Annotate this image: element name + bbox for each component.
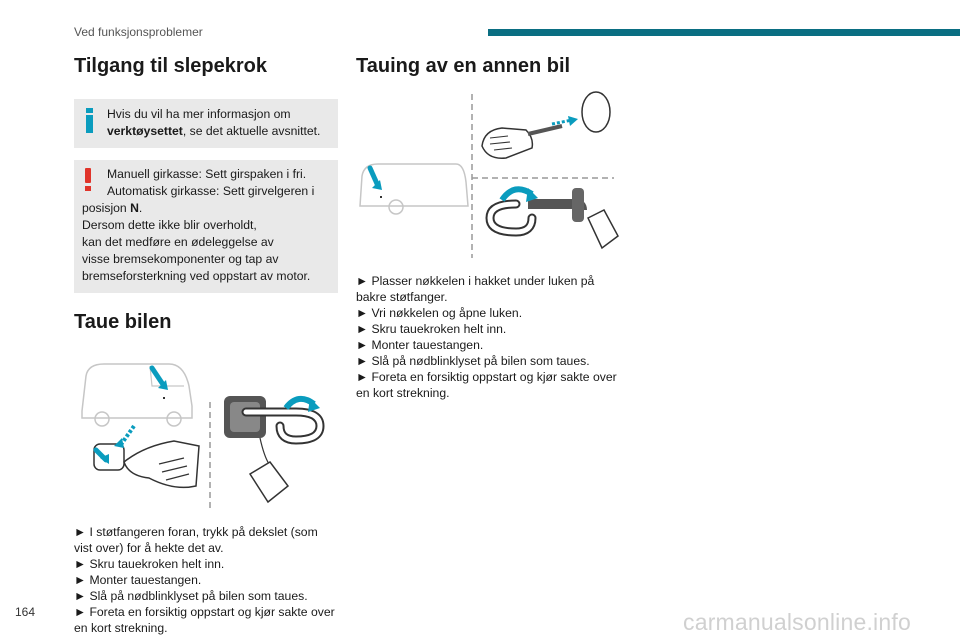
step-line: bakre støtfanger. (356, 290, 448, 304)
warning-line4: Dersom dette ikke blir overholdt, (82, 218, 257, 232)
warning-line2: Automatisk girkasse: Sett girvelgeren i (107, 184, 315, 198)
step-line: vist over) for å hekte det av. (74, 541, 224, 555)
warning-line5: kan det medføre en ødeleggelse av (82, 235, 274, 249)
step-line: ► I støtfangeren foran, trykk på dekslet (som (74, 525, 318, 539)
step-line: ► Vri nøkkelen og åpne luken. (356, 306, 523, 320)
heading-tauing-annen-bil: Tauing av en annen bil (356, 55, 571, 77)
warning-line3a: posisjon (82, 201, 131, 215)
left-column (74, 55, 338, 636)
warning-line3b: N (130, 201, 139, 215)
front-towing-illustration (74, 346, 334, 516)
step-line: ► Foreta en forsiktig oppstart og kjør sakte over (356, 370, 617, 384)
step-line: ► Monter tauestangen. (74, 573, 202, 587)
running-header: Ved funksjonsproblemer (74, 25, 203, 39)
step-line: ► Slå på nødblinklyset på bilen som taues. (74, 589, 308, 603)
step-line: ► Skru tauekroken helt inn. (74, 557, 225, 571)
warning-line1: Manuell girkasse: Sett girspaken i fri. (107, 167, 307, 181)
step-line: en kort strekning. (356, 386, 450, 400)
step-line: ► Foreta en forsiktig oppstart og kjør sakte over (74, 605, 335, 619)
step-line: ► Monter tauestangen. (356, 338, 484, 352)
warning-line3c: . (138, 201, 143, 215)
info-rest: , se det aktuelle avsnittet. (182, 124, 321, 138)
right-column (356, 55, 621, 401)
rear-tow-steps (356, 273, 621, 401)
header-accent-bar (488, 29, 960, 36)
watermark: carmanualsonline.info (683, 609, 911, 635)
step-line: ► Plasser nøkkelen i hakket under luken på (356, 274, 595, 288)
warning-line6: visse bremsekomponenter og tap av (82, 252, 279, 266)
rear-towing-illustration (356, 86, 621, 261)
step-line: ► Skru tauekroken helt inn. (356, 322, 507, 336)
front-tow-steps (74, 524, 338, 636)
step-line: en kort strekning. (74, 621, 168, 635)
heading-tilgang-slepekrok: Tilgang til slepekrok (74, 55, 268, 77)
info-line1: Hvis du vil ha mer informasjon om (107, 107, 291, 121)
info-icon (86, 108, 94, 133)
step-line: ► Slå på nødblinklyset på bilen som taues. (356, 354, 590, 368)
info-bold-term: verktøysettet (107, 124, 183, 138)
heading-taue-bilen: Taue bilen (74, 311, 172, 333)
warning-box (74, 160, 338, 293)
warning-icon (85, 168, 92, 191)
page-number: 164 (15, 605, 36, 619)
warning-line7: bremseforsterkning ved oppstart av motor. (82, 269, 311, 283)
info-box (74, 99, 338, 148)
